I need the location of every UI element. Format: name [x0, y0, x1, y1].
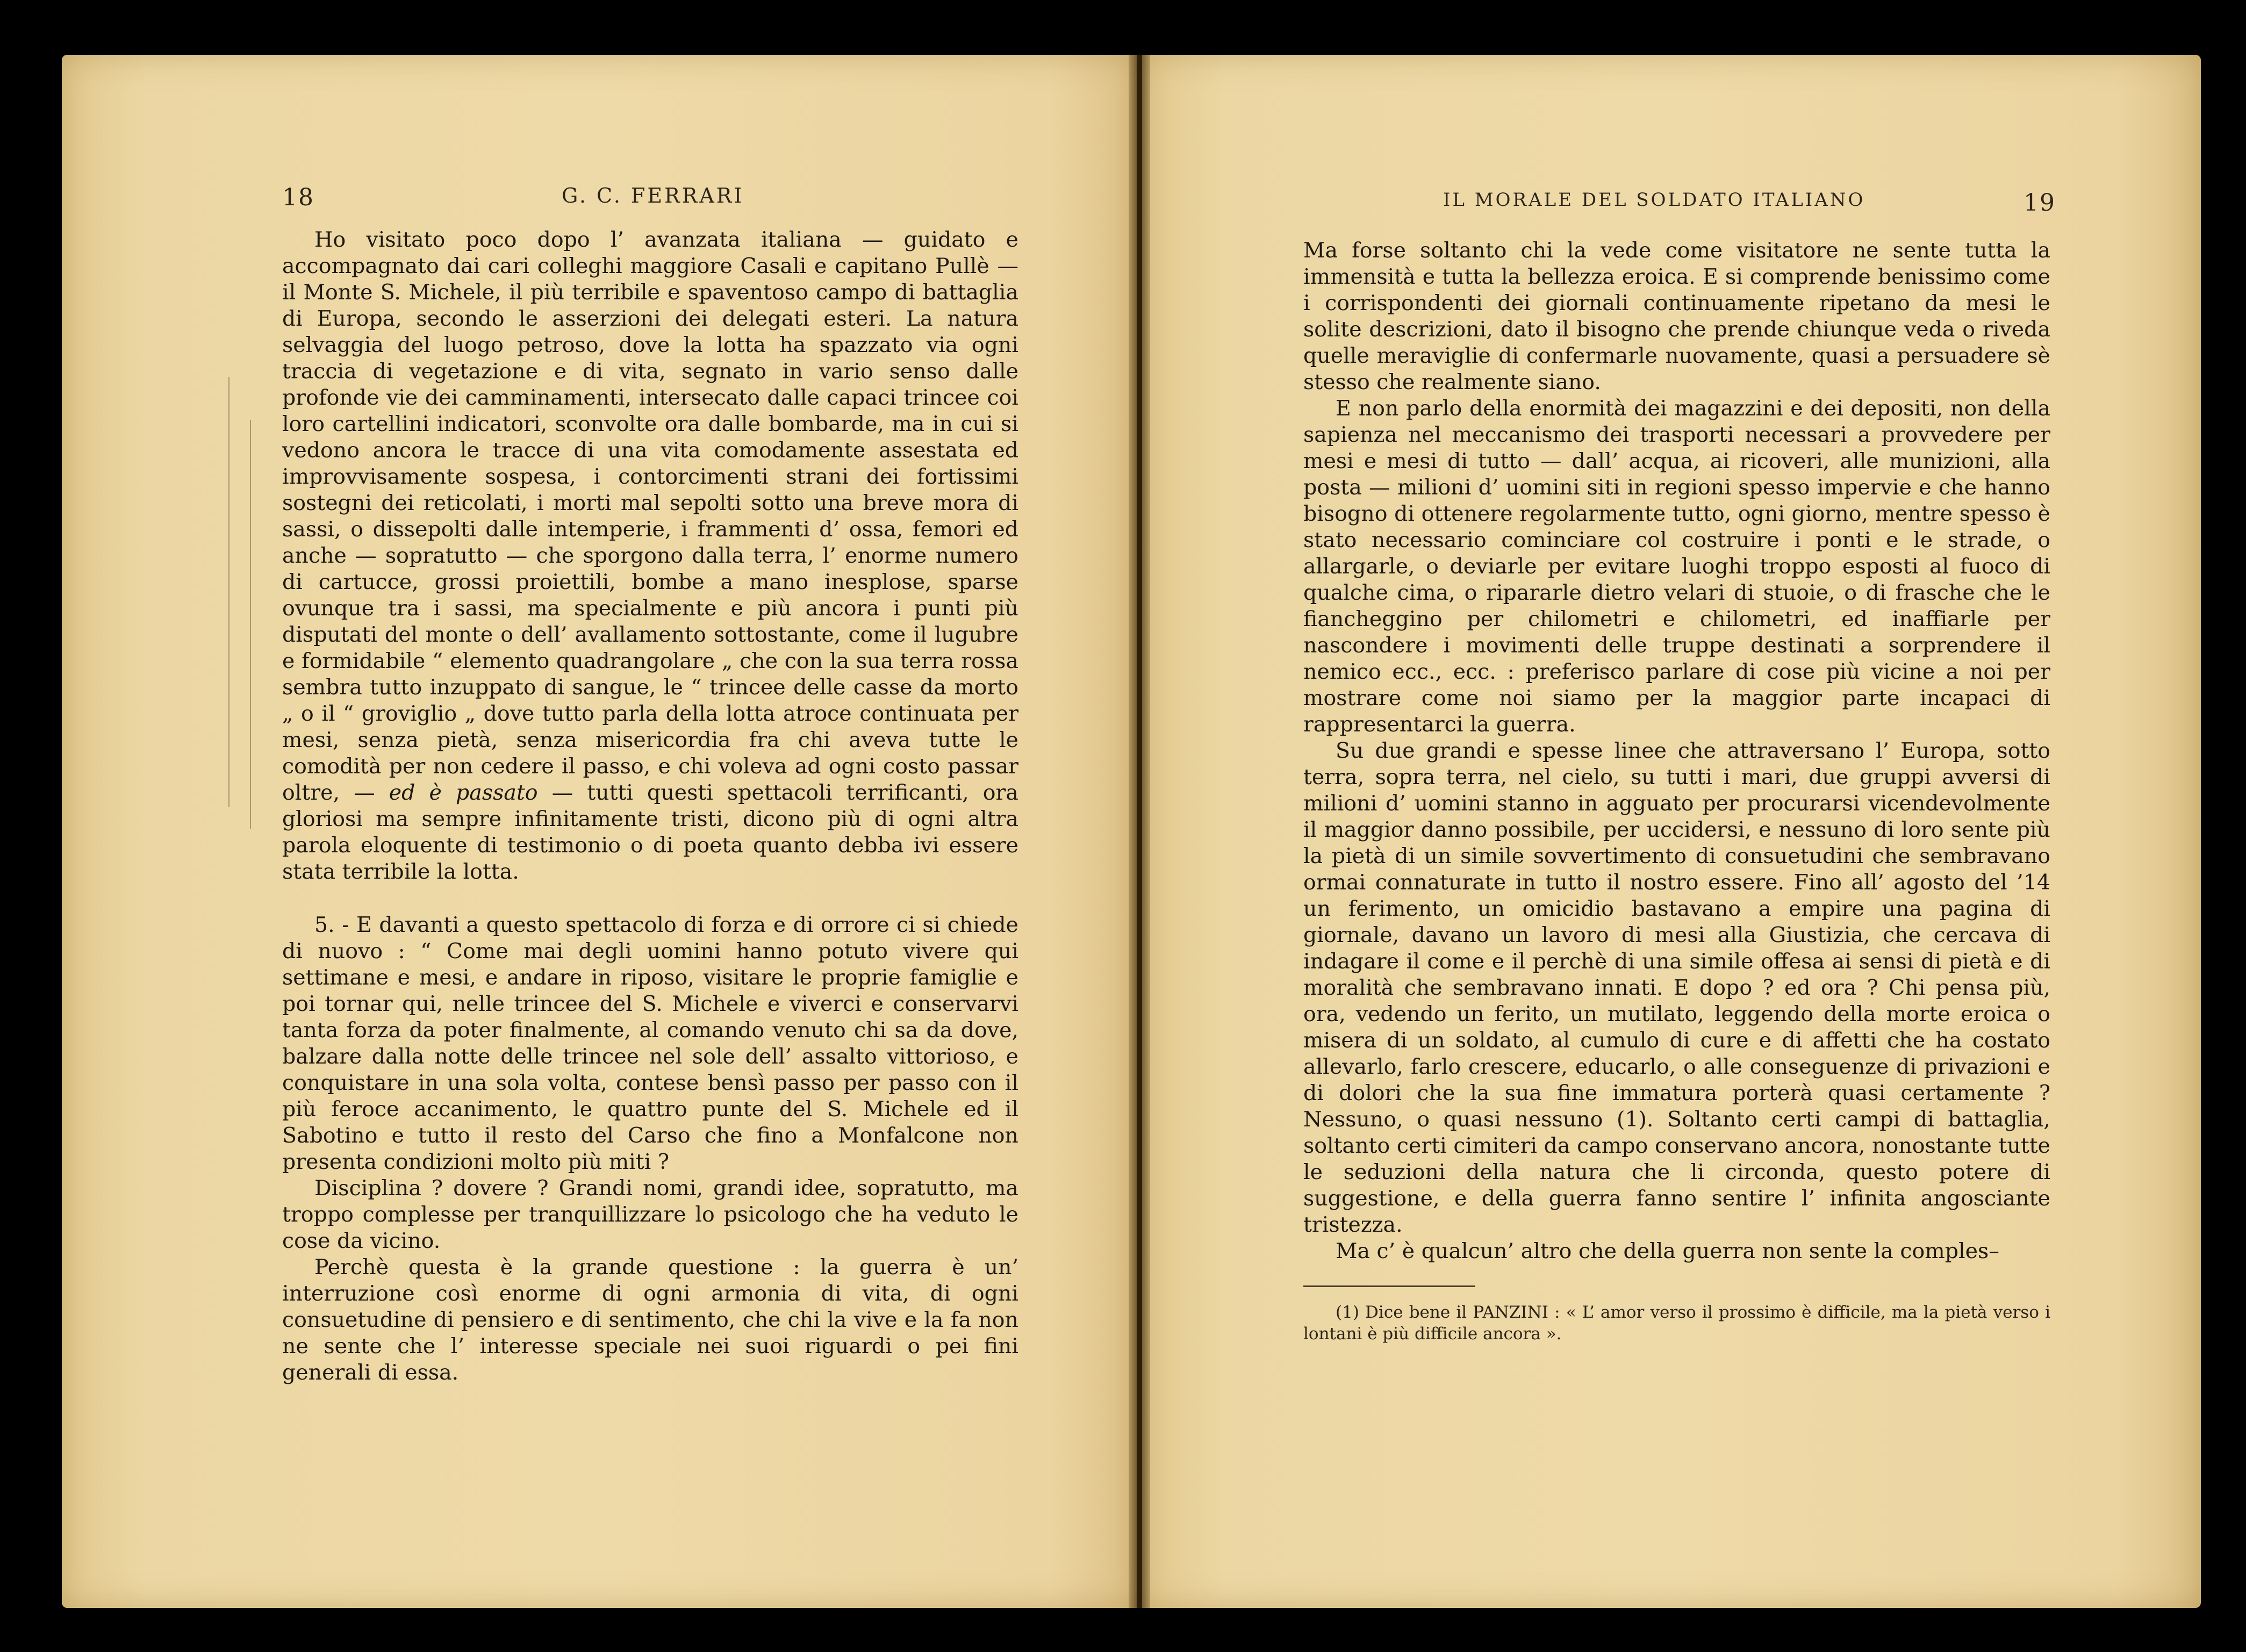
pencil-mark: [228, 377, 229, 807]
paragraph: Disciplina ? dovere ? Grandi nomi, grandi idee, sopratutto, ma troppo complesse per tranquillizzare lo psicologo che ha veduto le cose da vicino.: [282, 1176, 1018, 1253]
left-page: [62, 55, 1137, 1608]
page-number-right: 19: [2023, 189, 2056, 217]
footnote: (1) Dice bene il PANZINI : « L’ amor verso il prossimo è difficile, ma la pietà verso i lontani è più difficile ancora ».: [1303, 1303, 2050, 1344]
footnote-rule: [1303, 1285, 1475, 1287]
right-body-text: [1303, 238, 2050, 1265]
pencil-mark: [250, 420, 251, 829]
book-gutter: [1129, 55, 1150, 1608]
paragraph: Perchè questa è la grande questione : la guerra è un’ interruzione così enorme di ogni armonia di vita, di ogni consuetudine di pensiero e di sentimento, che chi la vive e la fa non ne sente che l’ interesse speciale nei suoi riguardi o pei fini generali di essa.: [282, 1255, 1018, 1385]
paragraph: Ma forse soltanto chi la vede come visitatore ne sente tutta la immensità e tutta la bellezza eroica. E si comprende benissimo come i corrispondenti dei giornali continuamente ripetano da mesi le solite descrizioni, dato il bisogno che prende chiunque veda o riveda quelle meraviglie di confermarle nuovamente, quasi a persuadere sè stesso che realmente siano.: [1303, 238, 2050, 394]
italic-phrase: ed è passato: [389, 780, 538, 805]
paragraph: Ma c’ è qualcun’ altro che della guerra non sente la comples–: [1336, 1239, 2000, 1263]
book-spread: [62, 55, 2201, 1608]
right-page: [1142, 55, 2201, 1608]
paragraph: E non parlo della enormità dei magazzini e dei depositi, non della sapienza nel meccanismo dei trasporti necessari a provvedere per mesi e mesi di tutto — dall’ acqua, ai ricoveri, alle munizioni, alla posta — milioni d’ uomini siti in regioni spesso impervie e che hanno bisogno di ottenere regolarmente tutto, ogni giorno, mentre spesso è stato necessario cominciare col costruire i ponti e le strade, o allargarle, o deviarle per evitare luoghi troppo esposti al fuoco di qualche cima, o ripararle dietro velari di stuoie, o di frasche che le fiancheggino per chilometri e chilometri, ed inaffiarle per nascondere i movimenti delle truppe destinati a sorprendere il nemico ecc., ecc. : preferisco parlare di cose più vicine a noi per mostrare come noi siamo per la maggior parte incapaci di rappresentarci la guerra.: [1303, 396, 2050, 737]
paragraph: 5. - E davanti a questo spettacolo di forza e di orrore ci si chiede di nuovo : “ Come mai degli uomini hanno potuto vivere qui settimane e mesi, e andare in riposo, visitare le proprie famiglie e poi tornar qui, nelle trincee del S. Michele e viverci e conservarvi tanta forza da poter finalmente, al comando venuto chi sa da dove, balzare dalla notte delle trincee nel sole dell’ assalto vittorioso, e conquistare in una sola volta, contese bensì passo per passo con il più feroce accanimento, le quattro punte del S. Michele ed il Sabotino e tutto il resto del Carso che fino a Monfalcone non presenta condizioni molto più miti ?: [282, 913, 1018, 1174]
running-head-right: IL MORALE DEL SOLDATO ITALIANO: [1443, 189, 1865, 211]
paragraph: Ho visitato poco dopo l’ avanzata italiana — guidato e accompagnato dai cari colleghi maggiore Casali e capitano Pullè — il Monte S. Michele, il più terribile e spaventoso campo di battaglia di Europa, secondo le asserzioni dei delegati esteri. La natura selvaggia del luogo petroso, dove la lotta ha spazzato via ogni traccia di vegetazione e di vita, segnato in vario senso dalle profonde vie dei camminamenti, intersecato dalle capaci trincee coi loro cartellini indicatori, sconvolte ora dalle bombarde, ma in cui si vedono ancora le tracce di una vita comodamente assestata ed improvvisamente sospesa, i contorcimenti strani dei fortissimi sostegni dei reticolati, i morti mal sepolti sotto una breve mora di sassi, o dissepolti dalle intemperie, i frammenti d’ ossa, femori ed anche — sopratutto — che sporgono dalla terra, l’ enorme numero di cartucce, grossi proiettili, bombe a mano inesplose, sparse ovunque tra i sassi, ma specialmente e più ancora i punti più disputati del monte o dell’ avallamento sottostante, come il lugubre e formidabile “ elemento quadrangolare „ che con la sua terra rossa sembra tutto inzuppato di sangue, le “ trincee delle casse da morto „ o il “ groviglio „ dove tutto parla della lotta atroce continuata per mesi, senza pietà, senza misericordia fra chi aveva tutte le comodità per non cedere il passo, e chi voleva ad ogni costo passar oltre, — ed è passato — tutti questi spettacoli terrificanti, ora gloriosi ma sempre infinitamente tristi, dicono più di ogni altra parola eloquente di testimonio o di poeta quanto debba ivi essere stata terribile la lotta.: [282, 227, 1018, 884]
running-head-left: G. C. FERRARI: [562, 184, 744, 207]
paragraph: Su due grandi e spesse linee che attraversano l’ Europa, sotto terra, sopra terra, nel cielo, su tutti i mari, due gruppi avversi di milioni d’ uomini stanno in agguato per procurarsi vicendevolmente il maggior danno possibile, per uccidersi, e nessuno di loro sente più la pietà di un simile sovvertimento di consuetudini che sembravano ormai connaturate in tutto il nostro essere. Fino all’ agosto del ’14 un ferimento, un omicidio bastavano a empire una pagina di giornale, davano un lavoro di mesi alla Giustizia, che cercava di indagare il come e il perchè di una simile offesa ai sensi di pietà e di moralità che sembravano innati. E dopo ? ed ora ? Chi pensa più, ora, vedendo un ferito, un mutilato, leggendo della morte eroica o misera di un soldato, al cumulo di cure e di affetti che ha costato allevarlo, farlo crescere, educarlo, o alle conseguenze di privazioni e di dolori che la sua fine immatura porterà quasi certamente ? Nessuno, o quasi nessuno (1). Soltanto certi campi di battaglia, soltanto certi cimiteri da campo conservano ancora, nonostante tutte le seduzioni della natura che li circonda, questo potere di suggestione, e della guerra fanno sentire l’ infinita angosciante tristezza.: [1303, 738, 2050, 1237]
page-number-left: 18: [282, 184, 314, 211]
left-body-text: [282, 227, 1018, 1386]
